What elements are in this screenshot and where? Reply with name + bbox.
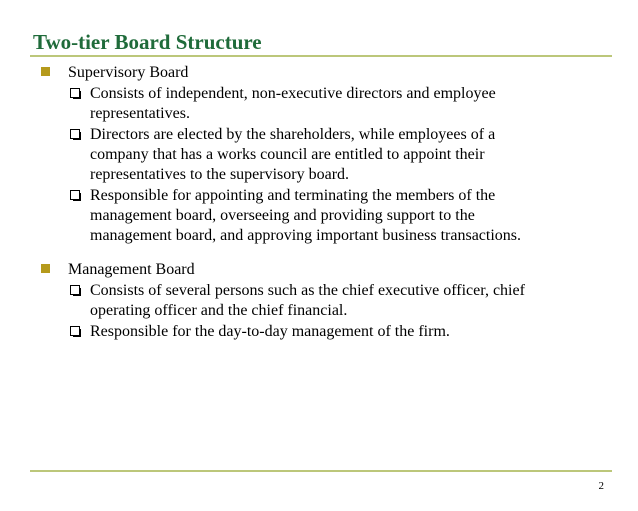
list-item xyxy=(34,322,614,342)
title-divider xyxy=(30,55,612,57)
point-list xyxy=(34,281,614,342)
point-text xyxy=(90,125,614,185)
point-line: management board, and approving important business transactions. xyxy=(90,227,522,244)
page-number: 2 xyxy=(598,480,604,492)
box-bullet-icon xyxy=(70,326,80,336)
box-bullet-icon xyxy=(70,129,80,139)
point-line: representatives. xyxy=(90,105,190,122)
section-heading xyxy=(34,62,614,83)
point-line: Consists of independent, non-executive directors and employee xyxy=(90,85,496,102)
footer-divider xyxy=(30,470,612,472)
box-bullet-icon xyxy=(70,190,80,200)
point-line: Directors are elected by the shareholders, while employees of a xyxy=(90,126,496,143)
point-line: management board, overseeing and providing support to the xyxy=(90,207,475,224)
box-bullet-icon xyxy=(70,285,80,295)
section-heading-text: Management Board xyxy=(68,261,195,278)
square-bullet-icon xyxy=(41,67,50,76)
section-heading-text: Supervisory Board xyxy=(68,64,189,81)
point-line: representatives to the supervisory board. xyxy=(90,166,350,183)
slide-content xyxy=(34,62,614,342)
point-list xyxy=(34,84,614,246)
point-text xyxy=(90,281,614,321)
point-line: Responsible for the day-to-day management of the firm. xyxy=(90,323,450,340)
section-supervisory-board xyxy=(34,62,614,246)
list-item xyxy=(34,125,614,185)
section-heading xyxy=(34,259,614,280)
square-bullet-icon xyxy=(41,264,50,273)
box-bullet-icon xyxy=(70,88,80,98)
point-line: company that has a works council are entitled to appoint their xyxy=(90,146,485,163)
point-line: Consists of several persons such as the chief executive officer, chief xyxy=(90,282,525,299)
point-text xyxy=(90,322,614,342)
list-item xyxy=(34,84,614,124)
point-line: operating officer and the chief financial. xyxy=(90,302,348,319)
point-text xyxy=(90,186,614,246)
point-text xyxy=(90,84,614,124)
list-item xyxy=(34,186,614,246)
section-management-board xyxy=(34,259,614,342)
point-line: Responsible for appointing and terminating the members of the xyxy=(90,187,496,204)
slide-title: Two-tier Board Structure xyxy=(33,30,262,54)
list-item xyxy=(34,281,614,321)
